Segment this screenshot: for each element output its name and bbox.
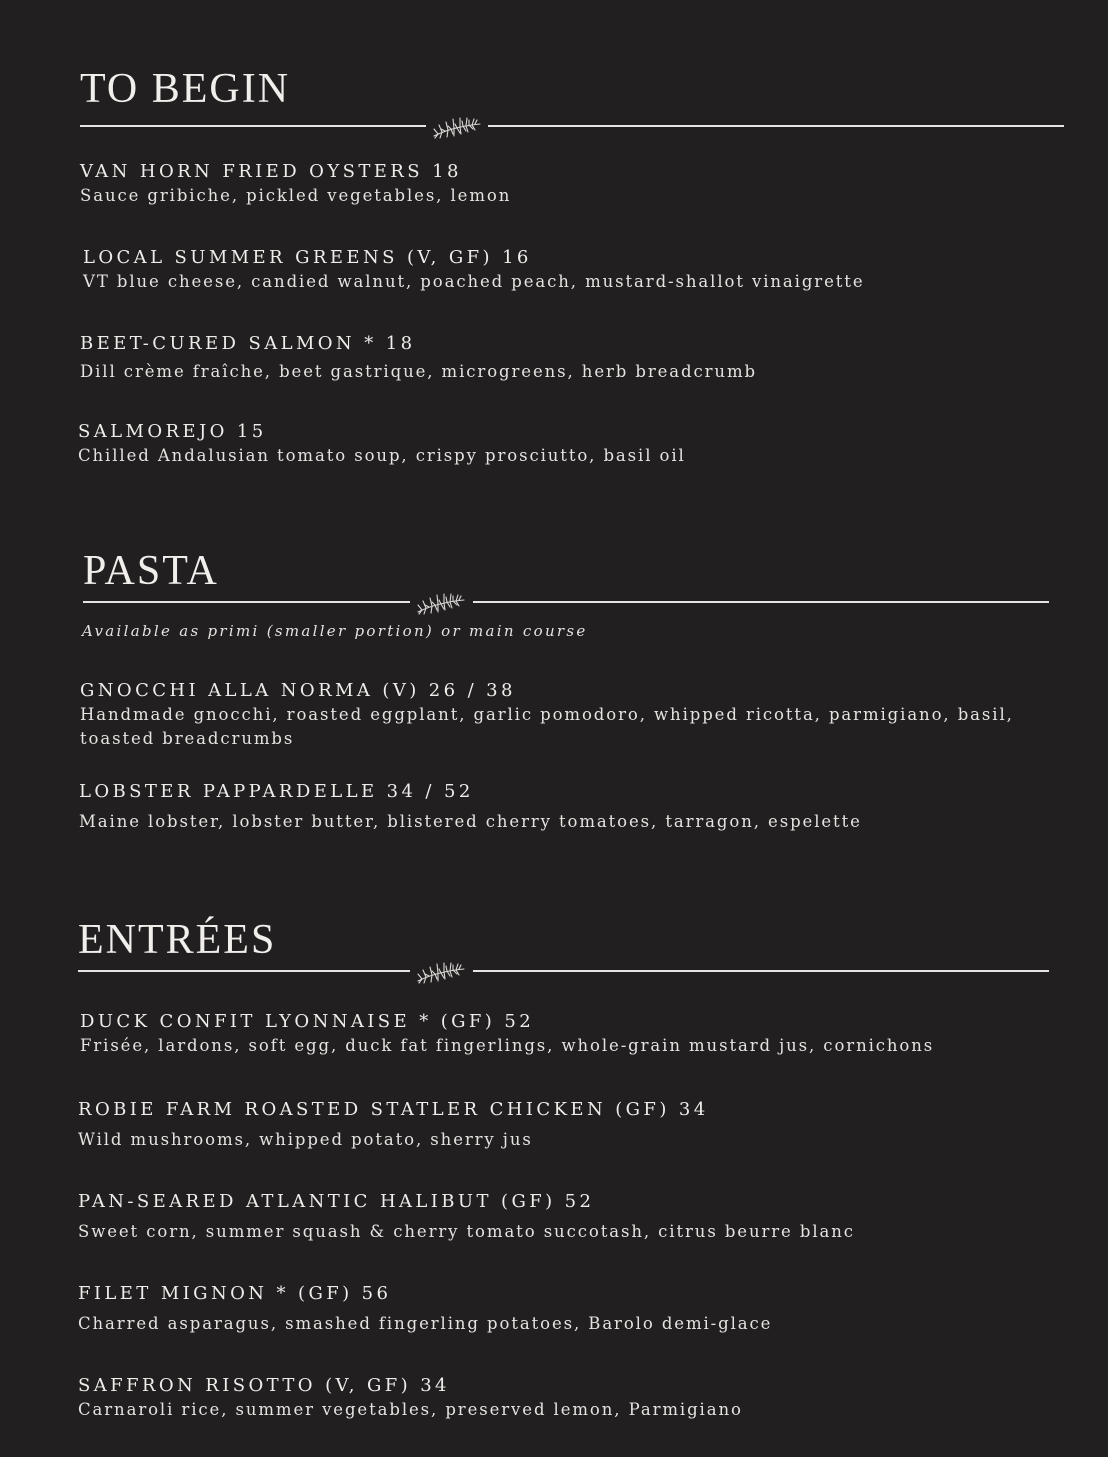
menu-item xyxy=(78,420,686,468)
divider-right xyxy=(488,125,1064,127)
item-description: Maine lobster, lobster butter, blistered cherry tomatoes, tarragon, espelette xyxy=(79,812,862,831)
item-name: ROBIE FARM ROASTED STATLER CHICKEN (GF) 34 xyxy=(78,1099,709,1120)
item-name: VAN HORN FRIED OYSTERS 18 xyxy=(80,161,462,182)
menu-item xyxy=(78,1098,709,1152)
divider-left xyxy=(78,970,410,972)
item-name: PAN-SEARED ATLANTIC HALIBUT (GF) 52 xyxy=(78,1191,595,1212)
item-description: Sauce gribiche, pickled vegetables, lemon xyxy=(80,186,512,205)
item-name: FILET MIGNON * (GF) 56 xyxy=(78,1283,392,1304)
herb-sprig-icon xyxy=(414,955,468,989)
item-name: LOBSTER PAPPARDELLE 34 / 52 xyxy=(79,781,474,802)
item-name: SAFFRON RISOTTO (V, GF) 34 xyxy=(78,1375,450,1396)
item-description: Chilled Andalusian tomato soup, crispy prosciutto, basil oil xyxy=(78,446,686,465)
menu-item xyxy=(80,160,511,208)
menu-item xyxy=(83,246,865,294)
section-subtitle: Available as primi (smaller portion) or main course xyxy=(82,622,588,640)
menu-item xyxy=(80,679,1045,751)
divider-right xyxy=(473,601,1049,603)
menu-item xyxy=(79,780,862,834)
item-description: Handmade gnocchi, roasted eggplant, garlic pomodoro, whipped ricotta, parmigiano, basil, toasted breadcrumbs xyxy=(80,705,1014,748)
menu-item xyxy=(80,1010,934,1058)
item-description: Charred asparagus, smashed fingerling potatoes, Barolo demi-glace xyxy=(78,1314,773,1333)
divider-left xyxy=(83,601,410,603)
item-name: SALMOREJO 15 xyxy=(78,421,267,442)
item-name: GNOCCHI ALLA NORMA (V) 26 / 38 xyxy=(80,680,516,701)
item-name: BEET-CURED SALMON * 18 xyxy=(80,333,416,354)
section-title: PASTA xyxy=(83,548,219,594)
item-name: LOCAL SUMMER GREENS (V, GF) 16 xyxy=(83,247,532,268)
item-description: Frisée, lardons, soft egg, duck fat fingerlings, whole-grain mustard jus, cornichons xyxy=(80,1036,935,1055)
item-description: Wild mushrooms, whipped potato, sherry jus xyxy=(78,1130,533,1149)
section-title: ENTRÉES xyxy=(78,917,277,963)
item-description: VT blue cheese, candied walnut, poached peach, mustard-shallot vinaigrette xyxy=(83,272,865,291)
herb-sprig-icon xyxy=(430,110,484,144)
menu-item xyxy=(78,1190,855,1244)
divider-right xyxy=(473,970,1049,972)
herb-sprig-icon xyxy=(414,586,468,620)
menu-item xyxy=(80,332,757,384)
menu-item xyxy=(78,1282,772,1336)
item-description: Carnaroli rice, summer vegetables, preserved lemon, Parmigiano xyxy=(78,1400,743,1419)
item-description: Dill crème fraîche, beet gastrique, microgreens, herb breadcrumb xyxy=(80,362,757,381)
item-name: DUCK CONFIT LYONNAISE * (GF) 52 xyxy=(80,1011,535,1032)
item-description: Sweet corn, summer squash & cherry tomato succotash, citrus beurre blanc xyxy=(78,1222,855,1241)
divider-left xyxy=(80,125,426,127)
section-title: TO BEGIN xyxy=(80,66,291,112)
menu-item xyxy=(78,1374,743,1422)
